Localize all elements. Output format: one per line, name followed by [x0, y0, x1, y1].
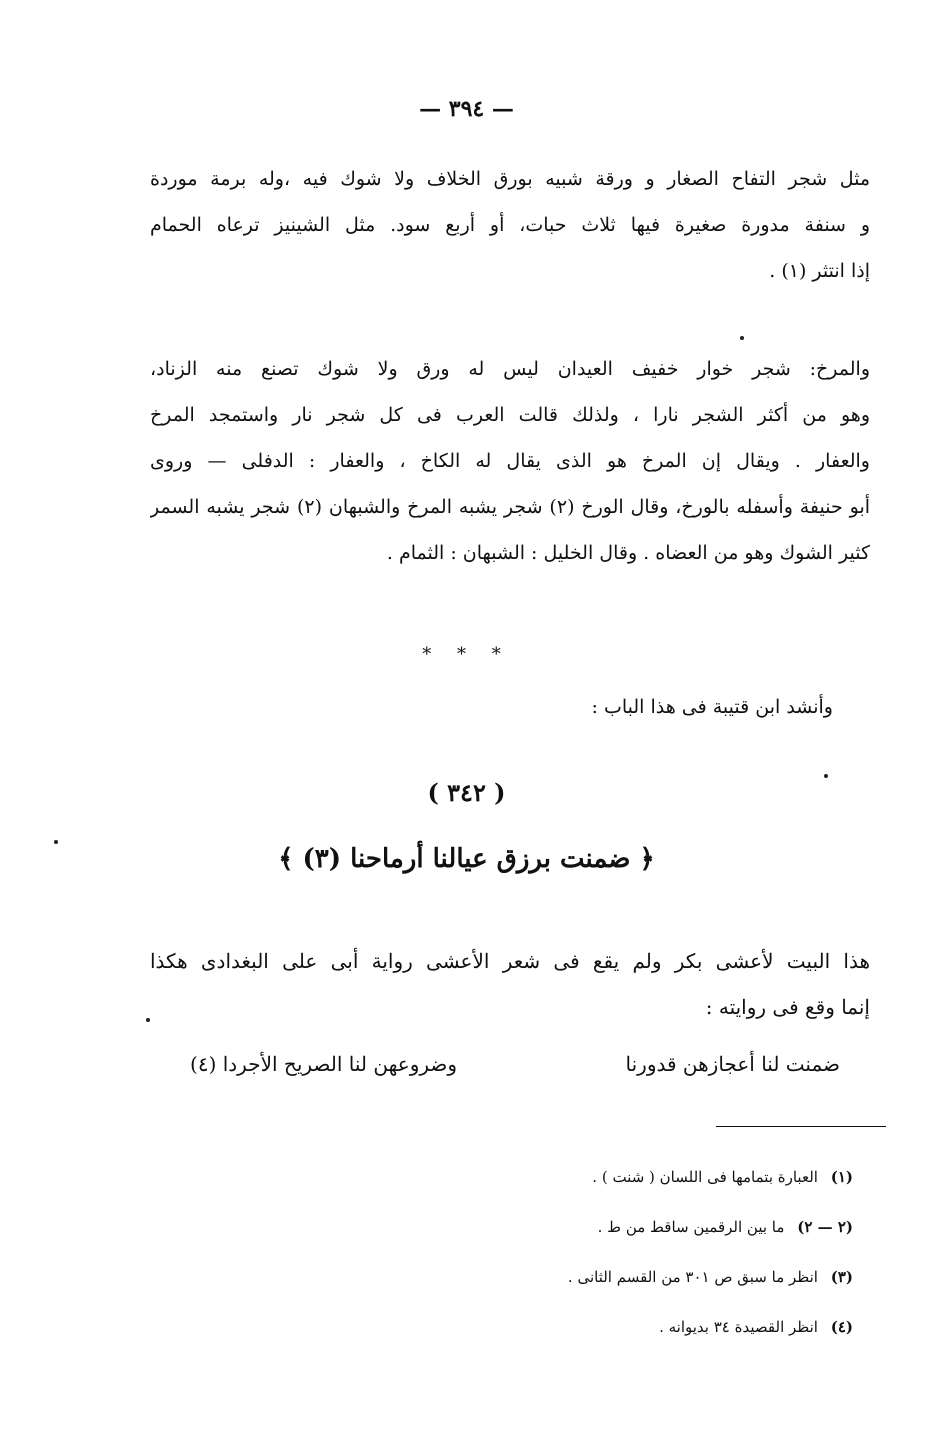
paragraph-commentary: [150, 938, 870, 1030]
text-line: مثل شجر التفاح الصغار و ورقة شبيه بورق الخلاف ولا شوك فيه ،وله برمة موردة: [150, 168, 870, 190]
section-separator: * * *: [422, 644, 511, 665]
verse-heading: ﴿ ضمنت برزق عيالنا أرماحنا (٣) ﴾: [278, 844, 655, 874]
text-line: هذا البيت لأعشى بكر ولم يقع فى شعر الأعشى رواية أبى على البغدادى هكذا: [150, 949, 870, 973]
footnote-4: [333, 1302, 853, 1352]
text-line: أبو حنيفة وأسفله بالورخ، وقال الورخ (٢) شجر يشبه المرخ والشبهان (٢) شجر يشبه السمر: [150, 496, 870, 518]
footnote-text: ما بين الرقمين ساقط من ط .: [597, 1218, 785, 1236]
footnote-text: انظر ما سبق ص ٣٠١ من القسم الثانى .: [567, 1268, 818, 1286]
footnote-1: [333, 1152, 853, 1202]
footnote-number: (١): [830, 1168, 853, 1186]
section-intro: وأنشد ابن قتيبة فى هذا الباب :: [591, 696, 833, 718]
text-line: إذا انتثر (١) .: [769, 260, 870, 282]
footnote-number: (٤): [830, 1318, 853, 1336]
footnote-number: (٢ — ٢): [797, 1218, 853, 1236]
footnote-number: (٣): [830, 1268, 853, 1286]
paragraph-markh: [150, 346, 870, 576]
footnote-text: العبارة بتمامها فى اللسان ( شنت ) .: [592, 1168, 818, 1186]
scan-speck: [146, 1018, 150, 1022]
footnote-3: [333, 1252, 853, 1302]
text-line: والمرخ: شجر خوار خفيف العيدان ليس له ورق ولا شوك تصنع منه الزناد،: [150, 358, 870, 380]
page-number: — ٣٩٤ —: [419, 96, 514, 122]
footnote-divider: [716, 1126, 886, 1127]
footnotes: [333, 1152, 853, 1352]
scan-speck: [824, 774, 828, 778]
scan-speck: [740, 336, 744, 340]
verse-hemistich-first: ضمنت لنا أعجازهن قدورنا: [625, 1052, 840, 1076]
text-line: كثير الشوك وهو من العضاه . وقال الخليل : الشبهان : الثمام .: [386, 542, 870, 564]
text-line: والعفار . ويقال إن المرخ هو الذى يقال له الكاخ ، والعفار : الدفلى — وروى: [150, 450, 870, 472]
text-line: و سنفة مدورة صغيرة فيها ثلاث حبات، أو أربع سود. مثل الشينيز ترعاه الحمام: [150, 214, 870, 236]
paragraph-plant-description: [150, 156, 870, 294]
verse-line: [190, 1052, 840, 1096]
poem-number: ( ٣٤٢ ): [427, 778, 506, 807]
text-line: إنما وقع فى روايته :: [705, 995, 870, 1019]
scan-speck: [54, 840, 58, 844]
footnote-text: انظر القصيدة ٣٤ بديوانه .: [659, 1318, 818, 1336]
text-line: وهو من أكثر الشجر نارا ، ولذلك قالت العرب فى كل شجر نار واستمجد المرخ: [150, 404, 870, 426]
verse-hemistich-second: وضروعهن لنا الصريح الأجردا (٤): [190, 1052, 458, 1076]
footnote-2: [333, 1202, 853, 1252]
